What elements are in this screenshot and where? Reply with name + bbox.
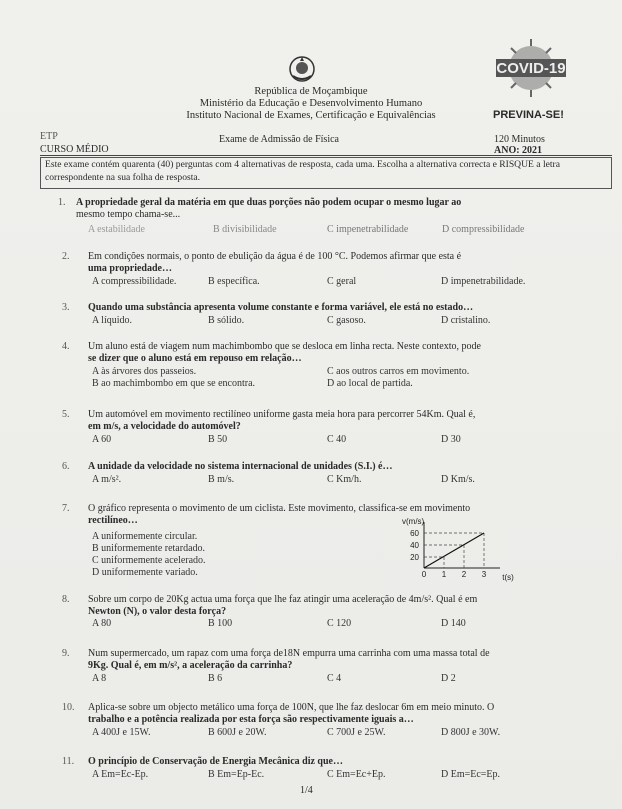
ministry-line: Ministério da Educação e Desenvolvimento Humano	[199, 98, 423, 109]
option-b[interactable]: B ao machimbombo em que se encontra.	[92, 378, 256, 389]
option-b[interactable]: B 50	[208, 434, 228, 445]
option-d[interactable]: D impenetrabilidade.	[441, 276, 526, 287]
option-d[interactable]: D 140	[441, 618, 466, 629]
option-b[interactable]: B divisibilidade	[213, 224, 277, 235]
option-a[interactable]: A 8	[92, 673, 107, 684]
option-b[interactable]: B específica.	[208, 276, 260, 287]
duration: 120 Minutos	[494, 134, 545, 145]
option-a[interactable]: A 400J e 15W.	[92, 727, 151, 738]
page-number: 1/4	[300, 785, 313, 796]
question-number: 4.	[62, 341, 70, 352]
option-b[interactable]: B 600J e 20W.	[208, 727, 267, 738]
option-a[interactable]: A 60	[92, 434, 112, 445]
question-number: 7.	[62, 503, 70, 514]
question-text: trabalho e a potência realizada por esta força são respectivamente iguais a…	[88, 714, 414, 725]
option-c[interactable]: C 120	[327, 618, 352, 629]
graph-xlabel: t(s)	[502, 573, 514, 582]
question-text: mesmo tempo chama-se...	[76, 209, 181, 220]
option-a[interactable]: A estabilidade	[88, 224, 145, 235]
option-a[interactable]: A m/s².	[92, 474, 122, 485]
option-c[interactable]: C gasoso.	[327, 315, 366, 326]
question-number: 11.	[62, 756, 75, 767]
option-a[interactable]: A às árvores dos passeios.	[92, 366, 197, 377]
option-a[interactable]: A 80	[92, 618, 112, 629]
graph-ytick: 40	[410, 541, 419, 550]
option-c[interactable]: C geral	[327, 276, 357, 287]
question-number: 8.	[62, 594, 70, 605]
option-c[interactable]: C Em=Ec+Ep.	[327, 769, 386, 780]
option-c[interactable]: C 700J e 25W.	[327, 727, 386, 738]
option-c[interactable]: C impenetrabilidade	[327, 224, 409, 235]
republic-line: República de Moçambique	[254, 86, 368, 97]
etp-code: ETP	[40, 131, 58, 142]
institute-line: Instituto Nacional de Exames, Certificação e Equivalências	[186, 110, 436, 121]
graph-velocity-line	[424, 533, 484, 568]
mozambique-emblem-icon	[287, 54, 317, 84]
option-d[interactable]: D Km/s.	[441, 474, 475, 485]
question-text: O gráfico representa o movimento de um ciclista. Este movimento, classifica-se em movimento	[88, 503, 471, 514]
question-text: Aplica-se sobre um objecto metálico uma força de 100N, que lhe faz deslocar 6m em meio minuto. O	[88, 702, 495, 713]
question-text: Sobre um corpo de 20Kg actua uma força que lhe faz atingir uma aceleração de 4m/s². Qual é em	[88, 594, 478, 605]
graph-xtick: 0	[421, 570, 427, 579]
velocity-time-graph	[400, 517, 515, 585]
question-text: Newton (N), o valor desta força?	[88, 606, 227, 617]
option-c[interactable]: C uniformemente acelerado.	[92, 555, 206, 566]
graph-xtick: 3	[481, 570, 487, 579]
question-text: A unidade da velocidade no sistema internacional de unidades (S.I.) é…	[88, 461, 393, 472]
question-number: 1.	[58, 197, 66, 208]
question-text: O princípio de Conservação de Energia Mecânica diz que…	[88, 756, 343, 767]
option-a[interactable]: A compressibilidade.	[92, 276, 177, 287]
option-d[interactable]: D Em=Ec=Ep.	[441, 769, 501, 780]
question-text: Quando uma substância apresenta volume constante e forma variável, ele está no estado…	[88, 302, 474, 313]
option-d[interactable]: D 800J e 30W.	[441, 727, 501, 738]
header-divider	[40, 155, 612, 156]
graph-xtick: 1	[441, 570, 447, 579]
option-b[interactable]: B uniformemente retardado.	[92, 543, 206, 554]
option-b[interactable]: B sólido.	[208, 315, 245, 326]
graph-xtick: 2	[461, 570, 467, 579]
option-d[interactable]: D 2	[441, 673, 456, 684]
exam-title: Exame de Admissão de Física	[219, 134, 339, 145]
question-text: se dizer que o aluno está em repouso em relação…	[88, 353, 302, 364]
question-number: 10.	[62, 702, 75, 713]
question-text: rectilíneo…	[88, 515, 138, 526]
option-b[interactable]: B 6	[208, 673, 223, 684]
question-text: 9Kg. Qual é, em m/s², a aceleração da carrinha?	[88, 660, 293, 671]
option-d[interactable]: D 30	[441, 434, 461, 445]
graph-ylabel: v(m/s)	[402, 517, 425, 526]
question-text: em m/s, a velocidade do automóvel?	[88, 421, 241, 432]
option-a[interactable]: A Em=Ec-Ep.	[92, 769, 149, 780]
question-number: 6.	[62, 461, 70, 472]
option-d[interactable]: D uniformemente variado.	[92, 567, 198, 578]
graph-ytick: 60	[410, 529, 419, 538]
option-d[interactable]: D cristalino.	[441, 315, 491, 326]
option-a[interactable]: A líquido.	[92, 315, 133, 326]
instructions-box: Este exame contém quarenta (40) perguntas com 4 alternativas de resposta, cada uma. Escolha a alternativa correcta e RISQUE a letra correspondente na sua folha de resposta.	[40, 157, 612, 189]
question-number: 9.	[62, 648, 70, 659]
covid-19-logo-icon	[492, 35, 570, 105]
option-d[interactable]: D compressibilidade	[442, 224, 525, 235]
question-text: Um automóvel em movimento rectilíneo uniforme gasta meia hora para percorrer 54Km. Qual é,	[88, 409, 476, 420]
option-b[interactable]: B 100	[208, 618, 233, 629]
question-text: A propriedade geral da matéria em que duas porções não podem ocupar o mesmo lugar ao	[76, 197, 462, 208]
option-c[interactable]: C 40	[327, 434, 347, 445]
option-d[interactable]: D ao local de partida.	[327, 378, 413, 389]
exam-year: ANO: 2021	[494, 145, 543, 156]
option-c[interactable]: C aos outros carros em movimento.	[327, 366, 470, 377]
question-text: uma propriedade…	[88, 263, 172, 274]
question-number: 2.	[62, 251, 70, 262]
option-b[interactable]: B m/s.	[208, 474, 235, 485]
course-level: CURSO MÉDIO	[40, 144, 109, 155]
question-number: 5.	[62, 409, 70, 420]
question-text: Um aluno está de viagem num machimbombo que se desloca em linha recta. Neste contexto, pode	[88, 341, 481, 352]
graph-ytick: 20	[410, 553, 419, 562]
question-text: Num supermercado, um rapaz com uma força de18N empurra uma carrinha com uma massa total de	[88, 648, 490, 659]
option-a[interactable]: A uniformemente circular.	[92, 531, 198, 542]
option-b[interactable]: B Em=Ep-Ec.	[208, 769, 265, 780]
option-c[interactable]: C 4	[327, 673, 342, 684]
question-text: Em condições normais, o ponto de ebulição da água é de 100 °C. Podemos afirmar que esta é	[88, 251, 462, 262]
question-number: 3.	[62, 302, 70, 313]
previna-se-label: PREVINA-SE!	[493, 109, 564, 121]
covid-badge-text: COVID-19	[496, 60, 566, 77]
option-c[interactable]: C Km/h.	[327, 474, 362, 485]
